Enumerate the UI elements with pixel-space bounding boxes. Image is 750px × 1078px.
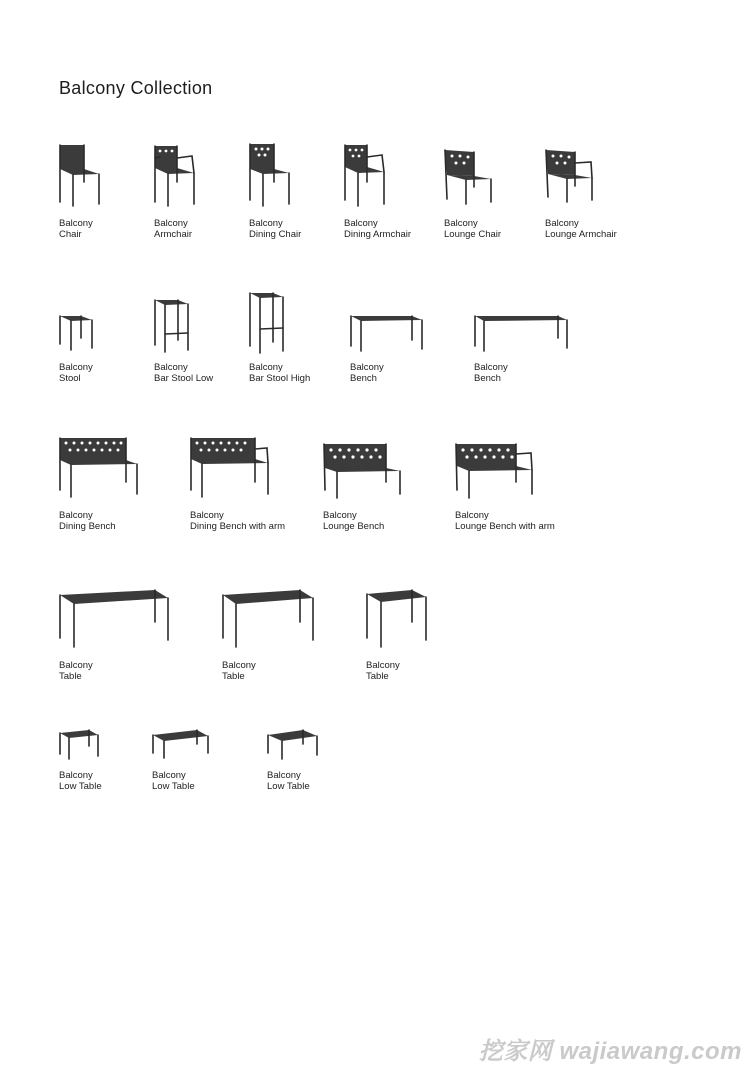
product-name: Balcony: [344, 218, 378, 229]
product-type: Dining Chair: [249, 229, 302, 240]
product-type: Chair: [59, 229, 82, 240]
product-type: Bench: [474, 373, 501, 384]
product-name: Balcony: [190, 510, 224, 521]
product-type: Lounge Chair: [444, 229, 502, 240]
small-low-table-icon: [59, 728, 101, 762]
product-name: Balcony: [249, 218, 283, 229]
bar-stool-high-icon: [249, 290, 289, 354]
lounge-chair-icon: [444, 142, 496, 208]
product-name: Balcony: [474, 362, 508, 373]
product-type: Dining Armchair: [344, 229, 412, 240]
product-type: Low Table: [267, 781, 310, 792]
product-name: Balcony: [444, 218, 478, 229]
product-type: Lounge Bench with arm: [455, 521, 555, 532]
product-name: Balcony: [545, 218, 579, 229]
product-type: Table: [366, 671, 389, 682]
product-name: Balcony: [350, 362, 384, 373]
stool-icon: [59, 290, 99, 354]
product-type: Dining Bench with arm: [190, 521, 286, 532]
product-type: Table: [59, 671, 82, 682]
chair-icon: [59, 142, 107, 208]
product-name: Balcony: [152, 770, 186, 781]
square-low-table-icon: [267, 728, 321, 762]
product-type: Low Table: [59, 781, 102, 792]
dining-bench-icon: [59, 436, 141, 502]
medium-table-icon: [222, 588, 318, 650]
product-name: Balcony: [59, 218, 93, 229]
bar-stool-low-icon: [154, 290, 194, 354]
product-name: Balcony: [267, 770, 301, 781]
product-name: Balcony: [323, 510, 357, 521]
product-name: Balcony: [59, 362, 93, 373]
product-name: Balcony: [249, 362, 283, 373]
product-name: Balcony: [59, 660, 93, 671]
dining-chair-icon: [249, 142, 297, 208]
bench-icon: [350, 290, 426, 354]
dining-armchair-icon: [344, 142, 392, 208]
product-name: Balcony: [59, 510, 93, 521]
product-type: Dining Bench: [59, 521, 116, 532]
product-type: Armchair: [154, 229, 193, 240]
product-name: Balcony: [154, 218, 188, 229]
watermark: 挖家网 wajiawang.com: [478, 1038, 742, 1065]
large-table-icon: [59, 588, 171, 650]
product-type: Bar Stool Low: [154, 373, 214, 384]
lounge-bench-arm-icon: [455, 436, 537, 502]
product-name: Balcony: [154, 362, 188, 373]
long-bench-icon: [474, 290, 570, 354]
page-title: Balcony Collection: [59, 78, 213, 98]
lounge-armchair-icon: [545, 142, 597, 208]
product-name: Balcony: [366, 660, 400, 671]
product-type: Stool: [59, 373, 81, 384]
product-type: Bench: [350, 373, 377, 384]
product-type: Low Table: [152, 781, 195, 792]
armchair-icon: [154, 142, 202, 208]
product-name: Balcony: [455, 510, 489, 521]
product-name: Balcony: [222, 660, 256, 671]
square-table-icon: [366, 588, 432, 650]
product-type: Table: [222, 671, 245, 682]
product-type: Bar Stool High: [249, 373, 311, 384]
product-type: Lounge Armchair: [545, 229, 617, 240]
product-type: Lounge Bench: [323, 521, 385, 532]
rect-low-table-icon: [152, 728, 212, 762]
dining-bench-arm-icon: [190, 436, 272, 502]
product-name: Balcony: [59, 770, 93, 781]
lounge-bench-icon: [323, 436, 405, 502]
